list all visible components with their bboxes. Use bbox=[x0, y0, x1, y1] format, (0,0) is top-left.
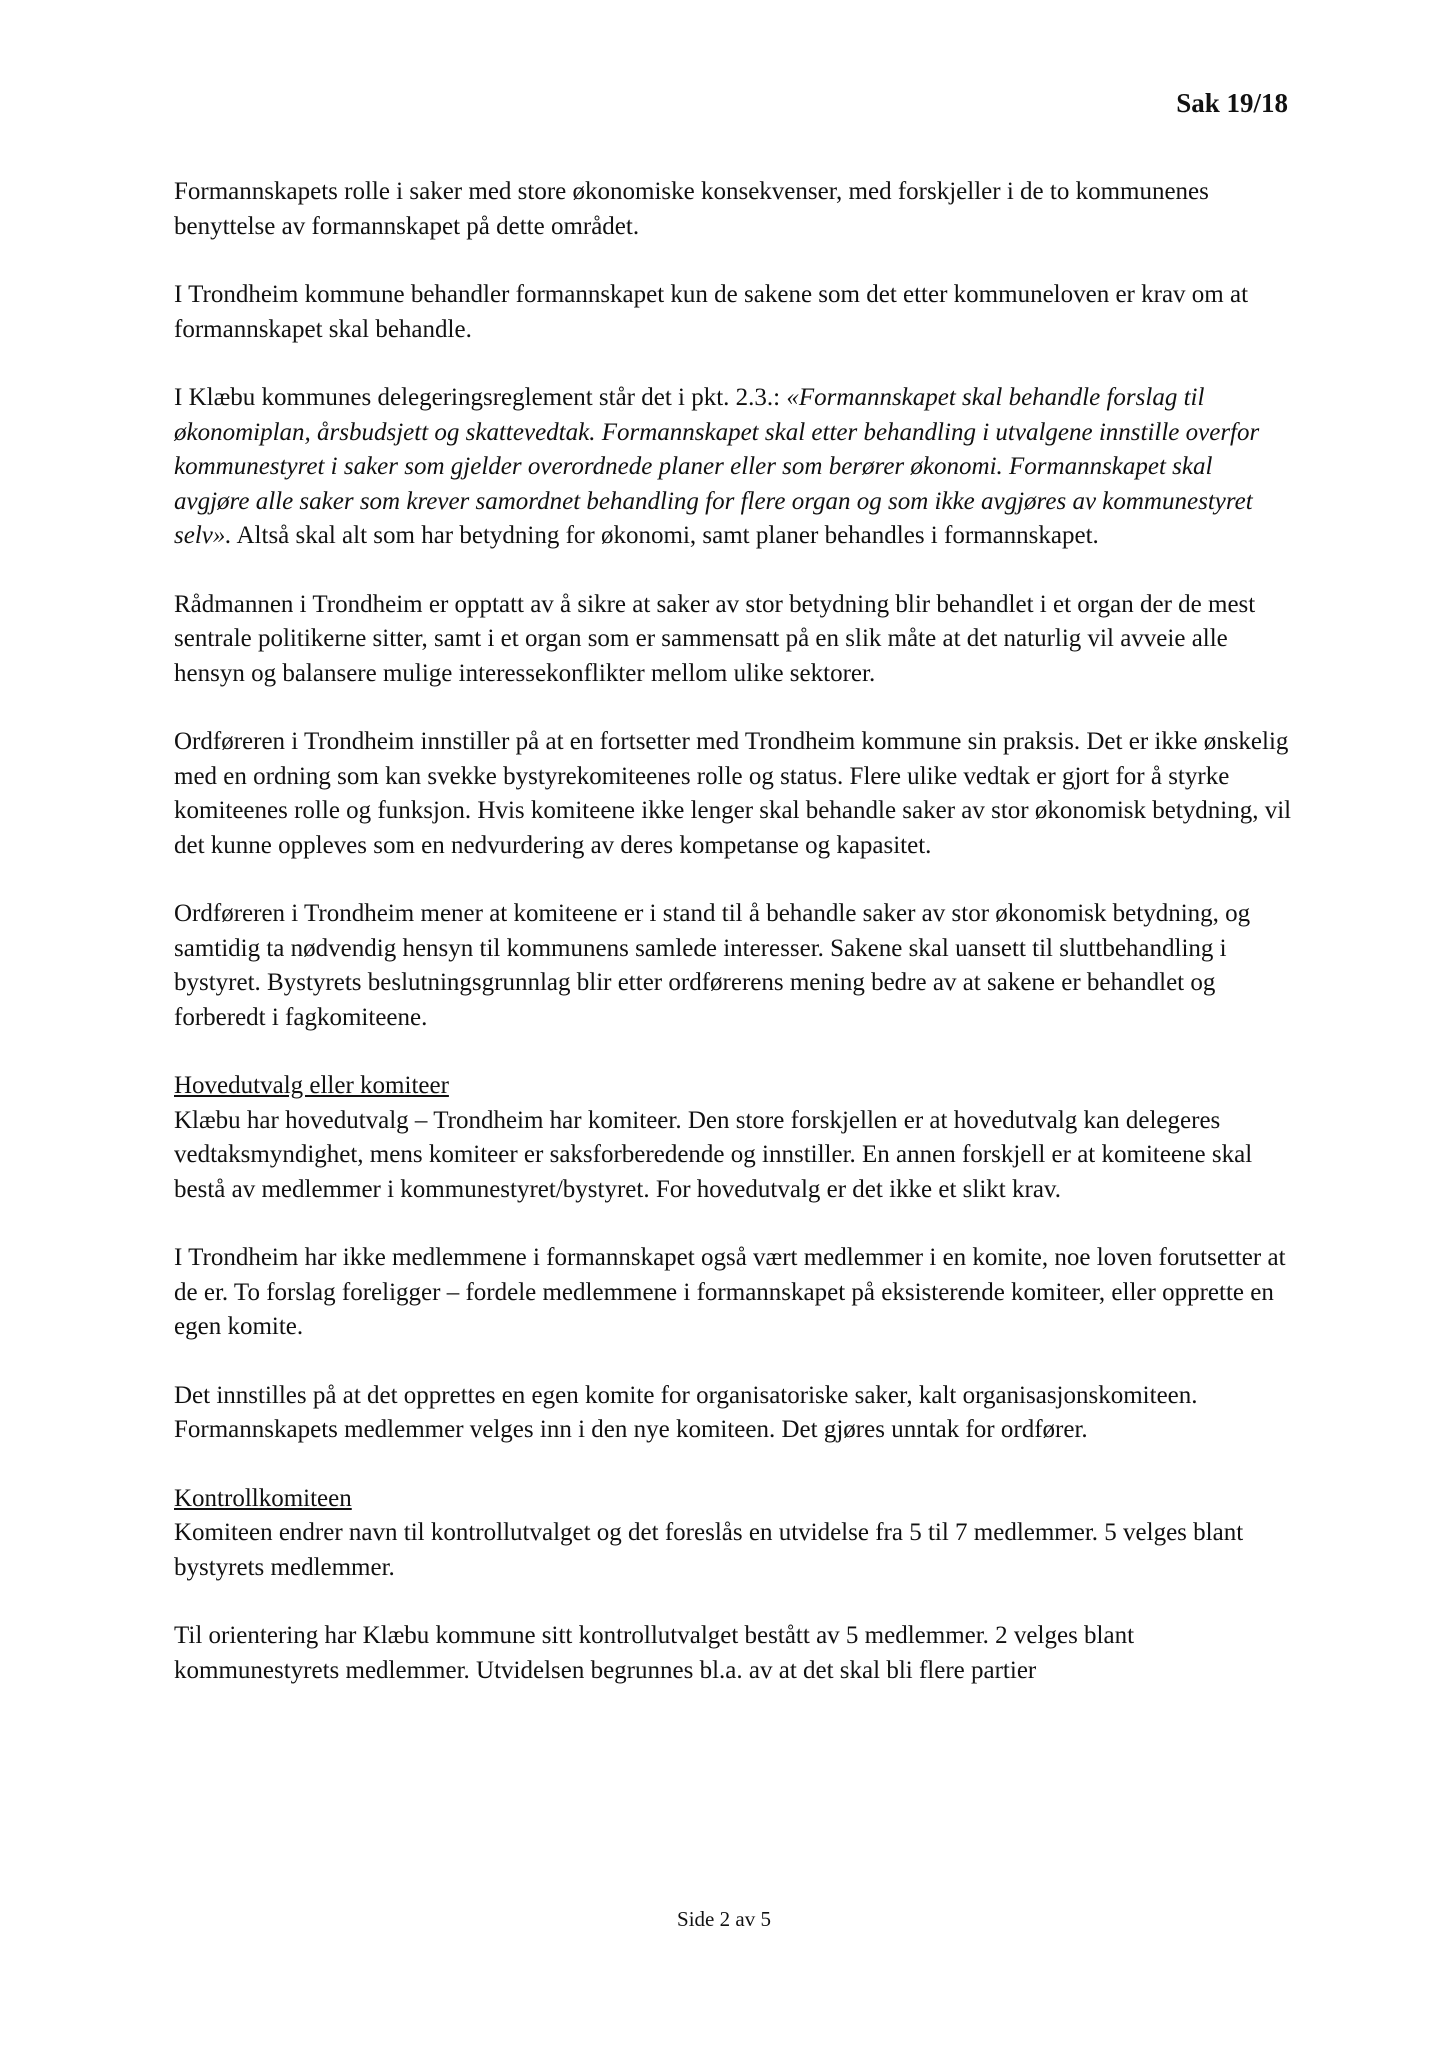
section-hovedutvalg bbox=[174, 1069, 1294, 1207]
paragraph-11: Til orientering har Klæbu kommune sitt kontrollutvalget bestått av 5 medlemmer. 2 velges blant kommunestyrets medlemmer. Utvidelsen begrunnes bl.a. av at det skal bli flere partier bbox=[174, 1622, 1135, 1684]
paragraph-3-conclusion: Altså skal alt som har betydning for økonomi, samt planer behandles i formannskapet. bbox=[231, 522, 1099, 549]
paragraph-1: Formannskapets rolle i saker med store økonomiske konsekvenser, med forskjeller i de to kommunenes benyttelse av formannskapet på dette området. bbox=[174, 178, 1209, 240]
paragraph-7: Klæbu har hovedutvalg – Trondheim har komiteer. Den store forskjellen er at hovedutvalg kan delegeres vedtaksmyndighet, mens komiteer er saksforberedende og innstiller. En annen forskjell er at komiteene skal bestå av medlemmer i kommunestyret/bystyret. For hovedutvalg er det ikke et slikt krav. bbox=[174, 1106, 1253, 1203]
document-body bbox=[174, 175, 1294, 1688]
paragraph-4: Rådmannen i Trondheim er opptatt av å sikre at saker av stor betydning blir behandlet i et organ der de mest sentrale politikerne sitter, samt i et organ som er sammensatt på en slik måte at det naturlig vil avveie alle hensyn og balansere mulige interessekonflikter mellom ulike sektorer. bbox=[174, 590, 1256, 687]
section-kontrollkomiteen bbox=[174, 1482, 1294, 1586]
paragraph-8: I Trondheim har ikke medlemmene i formannskapet også vært medlemmer i en komite, noe loven forutsetter at de er. To forslag foreligger – fordele medlemmene i formannskapet på eksisterende komiteer, eller opprette en egen komite. bbox=[174, 1244, 1286, 1340]
case-number: Sak 19/18 bbox=[1176, 88, 1288, 118]
paragraph-2: I Trondheim kommune behandler formannskapet kun de sakene som det etter kommuneloven er krav om at formannskapet skal behandle. bbox=[174, 281, 1249, 343]
paragraph-10: Komiteen endrer navn til kontrollutvalget og det foreslås en utvidelse fra 5 til 7 medlemmer. 5 velges blant bystyrets medlemmer. bbox=[174, 1519, 1244, 1581]
section-heading-kontrollkomiteen: Kontrollkomiteen bbox=[174, 1484, 352, 1512]
paragraph-9: Det innstilles på at det opprettes en egen komite for organisatoriske saker, kalt organisasjonskomiteen. Formannskapets medlemmer velges inn i den nye komiteen. Det gjøres unntak for ordfører. bbox=[174, 1381, 1198, 1443]
regulation-quote: «Formannskapet skal behandle forslag til økonomiplan, årsbudsjett og skattevedtak. Formannskapet skal etter behandling i utvalgene innstille overfor kommunestyret i saker som gjelder overordnede planer eller som berører økonomi. Formannskapet skal avgjøre alle saker som krever samordnet behandling for flere organ og som ikke avgjøres av kommunestyret selv». bbox=[174, 384, 1260, 549]
paragraph-5: Ordføreren i Trondheim innstiller på at en fortsetter med Trondheim kommune sin praksis. Det er ikke ønskelig med en ordning som kan svekke bystyrekomiteenes rolle og status. Flere ulike vedtak er gjort for å styrke komiteenes rolle og funksjon. Hvis komiteene ikke lenger skal behandle saker av stor økonomisk betydning, vil det kunne oppleves som en nedvurdering av deres kompetanse og kapasitet. bbox=[174, 728, 1292, 859]
paragraph-3-intro: I Klæbu kommunes delegeringsreglement står det i pkt. 2.3.: bbox=[174, 384, 787, 411]
paragraph-6: Ordføreren i Trondheim mener at komiteene er i stand til å behandle saker av stor økonomisk betydning, og samtidig ta nødvendig hensyn til kommunens samlede interesser. Sakene skal uansett til sluttbehandling i bystyret. Bystyrets beslutningsgrunnlag blir etter ordførerens mening bedre av at sakene er behandlet og forberedt i fagkomiteene. bbox=[174, 900, 1251, 1031]
page-number: Side 2 av 5 bbox=[677, 1907, 771, 1931]
section-heading-hovedutvalg: Hovedutvalg eller komiteer bbox=[174, 1072, 449, 1099]
paragraph-3 bbox=[174, 381, 1294, 554]
